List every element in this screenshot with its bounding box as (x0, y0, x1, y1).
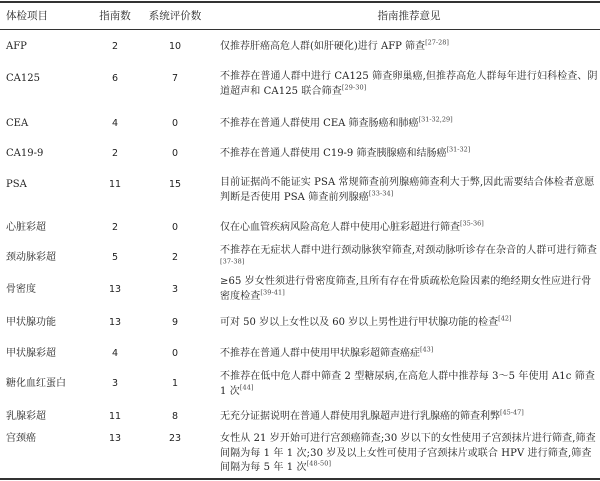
citation-ref: [31-32] (446, 145, 471, 154)
cell-recommendation (220, 147, 598, 162)
recommendation-text: 不推荐在低中危人群中筛查 2 型糖尿病,在高危人群中推荐每 3～5 年使用 A1c 筛查 1 次 (220, 371, 595, 397)
recommendation-text: 不推荐在普通人群使用 C19-9 筛查胰腺癌和结肠癌 (220, 148, 447, 159)
table-header-rule (0, 29, 600, 30)
recommendation-text: 仅推荐肝癌高危人群(如肝硬化)进行 AFP 筛查 (220, 41, 426, 52)
citation-ref: [33-34] (368, 189, 394, 198)
citation-ref: [39-41] (260, 288, 285, 297)
recommendation-text: 不推荐在普通人群中进行 CA125 筛查卵巢癌,但推荐高危人群每年进行妇科检查、阴道超声和 CA125 联合筛查 (220, 71, 598, 97)
cell-guideline-count: 13 (108, 433, 122, 444)
cell-recommendation (220, 221, 598, 236)
cell-system-review-count: 8 (171, 411, 179, 422)
citation-ref: [29-30] (341, 83, 367, 92)
cell-guideline-count: 11 (108, 411, 122, 422)
table-top-rule (0, 1, 600, 3)
citation-ref: [48-50] (306, 459, 332, 468)
header-recommendation: 指南推荐意见 (377, 10, 441, 22)
cell-recommendation (220, 370, 598, 399)
cell-recommendation (220, 176, 598, 205)
recommendation-text: 女性从 21 岁开始可进行宫颈癌筛查;30 岁以下的女性使用子宫颈抹片进行筛查,筛查间隔为每 1 年 1 次;30 岁及以上女性可使用子宫颈抹片或联合 HPV 进行筛查,筛查间隔为每 5 年 1 次 (220, 433, 596, 473)
cell-item: CA19-9 (6, 148, 44, 159)
cell-system-review-count: 10 (168, 41, 182, 52)
cell-item: 糖化血红蛋白 (6, 378, 66, 389)
cell-item: 甲状腺功能 (6, 317, 56, 328)
cell-system-review-count: 9 (171, 317, 179, 328)
cell-item: CA125 (6, 73, 40, 84)
cell-item: AFP (6, 41, 27, 52)
cell-system-review-count: 0 (171, 148, 179, 159)
header-item: 体检项目 (6, 10, 48, 22)
cell-system-review-count: 3 (171, 284, 179, 295)
recommendation-text: 不推荐在普通人群中使用甲状腺彩超筛查癌症 (220, 348, 420, 359)
cell-recommendation (220, 410, 598, 425)
header-system-review-count: 系统评价数 (148, 10, 202, 22)
cell-guideline-count: 4 (111, 118, 119, 129)
cell-guideline-count: 5 (111, 252, 119, 263)
cell-guideline-count: 2 (111, 222, 119, 233)
citation-ref: [27-28] (425, 38, 449, 47)
cell-item: 颈动脉彩超 (6, 252, 56, 263)
cell-guideline-count: 4 (111, 348, 119, 359)
citation-ref: [35-36] (460, 219, 484, 228)
cell-system-review-count: 2 (171, 252, 179, 263)
cell-guideline-count: 13 (108, 317, 122, 328)
cell-item: 乳腺彩超 (6, 411, 46, 422)
recommendation-text: 无充分证据说明在普通人群使用乳腺超声进行乳腺癌的筛查利弊 (220, 411, 500, 422)
recommendation-text: 可对 50 岁以上女性以及 60 岁以上男性进行甲状腺功能的检查 (220, 317, 499, 328)
table-bottom-rule (0, 478, 600, 480)
cell-guideline-count: 6 (111, 73, 119, 84)
cell-item: 心脏彩超 (6, 222, 46, 233)
cell-recommendation (220, 117, 598, 132)
citation-ref: [44] (239, 383, 254, 392)
cell-system-review-count: 7 (171, 73, 179, 84)
cell-item: CEA (6, 118, 29, 129)
recommendation-text: 目前证据尚不能证实 PSA 常规筛查前列腺癌筛查利大于弊,因此需要结合体检者意愿判断是否使用 PSA 筛查前列腺癌 (220, 177, 595, 203)
cell-system-review-count: 0 (171, 348, 179, 359)
cell-recommendation (220, 40, 598, 55)
citation-ref: [42] (498, 314, 512, 323)
cell-system-review-count: 1 (171, 378, 179, 389)
cell-recommendation (220, 275, 598, 304)
citation-ref: [43] (420, 345, 434, 354)
cell-item: 宫颈癌 (6, 433, 36, 444)
header-guideline-count: 指南数 (99, 10, 131, 22)
cell-item: PSA (6, 179, 27, 190)
cell-system-review-count: 0 (171, 118, 179, 129)
cell-system-review-count: 0 (171, 222, 179, 233)
cell-recommendation (220, 347, 598, 362)
cell-guideline-count: 2 (111, 148, 119, 159)
citation-ref: [45-47] (500, 408, 524, 417)
recommendation-text: 不推荐在普通人群使用 CEA 筛查肠癌和肺癌 (220, 118, 419, 129)
cell-item: 甲状腺彩超 (6, 348, 56, 359)
cell-recommendation (220, 316, 598, 331)
cell-guideline-count: 3 (111, 378, 119, 389)
cell-system-review-count: 23 (168, 433, 182, 444)
cell-recommendation (220, 244, 598, 273)
cell-guideline-count: 2 (111, 41, 119, 52)
citation-ref: [31-32,29] (418, 115, 453, 124)
recommendation-text: 不推荐在无症状人群中进行颈动脉狭窄筛查,对颈动脉听诊存在杂音的人群可进行筛查 (220, 245, 597, 256)
citation-ref: [37-38] (220, 257, 245, 266)
cell-system-review-count: 15 (168, 179, 182, 190)
recommendation-text: 仅在心血管疾病风险高危人群中使用心脏彩超进行筛查 (220, 222, 460, 233)
cell-recommendation (220, 70, 598, 99)
cell-guideline-count: 11 (108, 179, 122, 190)
table-header-row (0, 4, 600, 28)
cell-guideline-count: 13 (108, 284, 122, 295)
recommendation-text: ≥65 岁女性须进行骨密度筛查,且所有存在骨质疏松危险因素的绝经期女性应进行骨密度检查 (220, 276, 592, 302)
cell-item: 骨密度 (6, 284, 36, 295)
cell-recommendation (220, 432, 598, 476)
